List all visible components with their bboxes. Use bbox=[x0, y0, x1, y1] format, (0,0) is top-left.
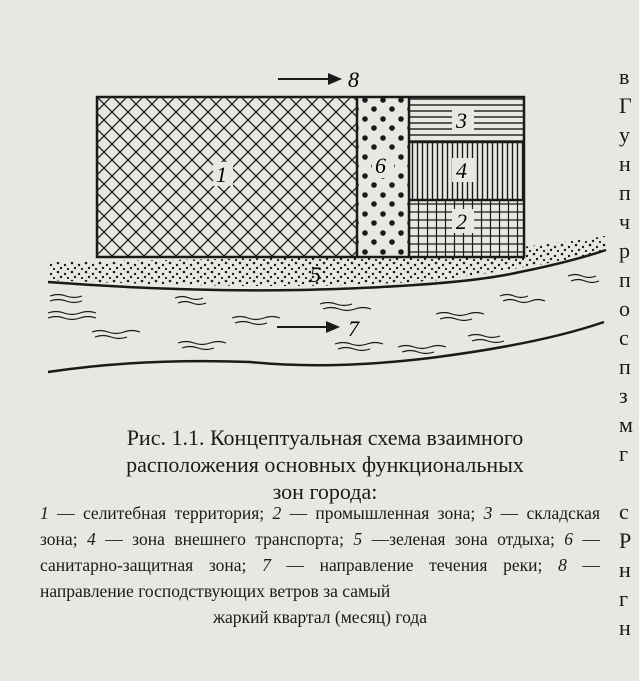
legend-text-7: — направление течения реки; bbox=[270, 555, 559, 575]
legend-text-8-cont: жаркий квартал (месяц) года bbox=[212, 607, 428, 627]
edge-letter: р bbox=[619, 238, 630, 263]
edge-letter: п bbox=[619, 180, 631, 205]
legend-text-5: —зеленая зона отдыха; bbox=[362, 529, 565, 549]
edge-letter: Р bbox=[619, 528, 632, 553]
edge-letter: г bbox=[619, 586, 629, 611]
edge-letter: н bbox=[619, 557, 631, 582]
edge-letter: у bbox=[619, 122, 630, 147]
river-flow-arrow-icon bbox=[277, 321, 340, 333]
legend-text-1: — селитебная территория; bbox=[48, 503, 273, 523]
label-wind: 8 bbox=[348, 67, 359, 92]
legend-num-5: 5 bbox=[353, 529, 363, 549]
legend-text-6: — санитарно-защитная зона; bbox=[40, 529, 600, 575]
legend-text-8: — направление господствующих ветров за самый bbox=[40, 555, 601, 601]
caption-line-3: зон города: bbox=[272, 479, 378, 504]
legend-num-8: 8 bbox=[558, 555, 567, 575]
legend-num-7: 7 bbox=[262, 555, 271, 575]
caption-line-2: расположения основных функциональных bbox=[126, 452, 524, 477]
label-industrial: 2 bbox=[456, 209, 467, 234]
edge-letter: о bbox=[619, 296, 630, 321]
legend-num-6: 6 bbox=[564, 529, 574, 549]
label-residential: 1 bbox=[216, 162, 227, 187]
edge-letter: ч bbox=[619, 209, 631, 234]
edge-letter: н bbox=[619, 151, 631, 176]
legend-num-4: 4 bbox=[87, 529, 96, 549]
caption-line-1: Рис. 1.1. Концептуальная схема взаимного bbox=[126, 425, 524, 450]
edge-letter: з bbox=[619, 383, 628, 408]
figure-caption bbox=[40, 424, 610, 505]
legend-text-3: — складская зона; bbox=[40, 503, 601, 549]
legend-text-4: — зона внешнего транспорта; bbox=[95, 529, 354, 549]
edge-letter: с bbox=[619, 325, 629, 350]
label-sanitary: 6 bbox=[375, 153, 386, 178]
edge-letter: в bbox=[619, 64, 630, 89]
edge-letter: г bbox=[619, 441, 629, 466]
label-green: 5 bbox=[310, 262, 321, 287]
wind-arrow-icon bbox=[278, 73, 342, 85]
label-river: 7 bbox=[348, 316, 359, 341]
cropped-adjacent-column bbox=[619, 62, 639, 642]
label-transport: 4 bbox=[456, 158, 467, 183]
edge-letter: п bbox=[619, 267, 631, 292]
legend-text-2: — промышленная зона; bbox=[281, 503, 484, 523]
label-warehouse: 3 bbox=[456, 108, 467, 133]
edge-letter: м bbox=[619, 412, 633, 437]
edge-letter: Г bbox=[619, 93, 632, 118]
legend-num-3: 3 bbox=[483, 503, 493, 523]
edge-letter: н bbox=[619, 615, 631, 640]
legend-num-2: 2 bbox=[272, 503, 282, 523]
legend-num-1: 1 bbox=[40, 503, 49, 523]
figure-legend bbox=[40, 500, 600, 630]
edge-letter: п bbox=[619, 354, 631, 379]
edge-letter bbox=[619, 468, 639, 497]
edge-letter: с bbox=[619, 499, 629, 524]
